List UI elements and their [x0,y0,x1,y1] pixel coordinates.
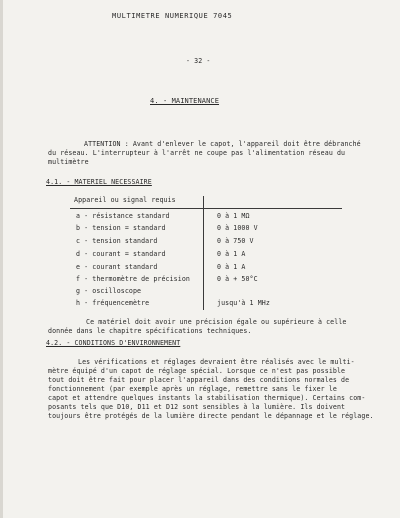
document-title: MULTIMETRE NUMERIQUE 7045 [112,12,233,20]
paragraph-line: mètre équipé d'un capot de réglage spécial. Lorsque ce n'est pas possible [48,367,346,375]
paragraph-line: fonctionnement (par exemple après un réglage, remettre sans le fixer le [48,385,337,393]
equipment-label: f - thermomètre de précision [76,275,190,283]
equipment-note-line-2: donnée dans le chapitre spécifications techniques. [48,327,252,335]
equipment-range: 0 à 1000 V [217,224,258,232]
equipment-label: e - courant standard [76,263,158,271]
paragraph-line: Les vérifications et réglages devraient être réalisés avec le multi- [78,358,355,366]
equipment-label: h - fréquencemètre [76,299,150,307]
paragraph-line: posants tels que D10, D11 et D12 sont sensibles à la lumière. Ils doivent [48,403,346,411]
equipment-range: 0 à 1 A [217,250,246,258]
section-4-title: 4. - MAINTENANCE [150,97,220,105]
paragraph-line: tout doit être fait pour placer l'appareil dans des conditions normales de [48,376,350,384]
equipment-column-header: Appareil ou signal requis [74,196,176,204]
section-4-2-title: 4.2. - CONDITIONS D'ENVIRONNEMENT [46,339,181,347]
equipment-label: b - tension = standard [76,224,166,232]
equipment-label: a - résistance standard [76,212,170,220]
equipment-range: 0 à 1 MΩ [217,212,250,220]
table-column-divider [203,196,204,310]
equipment-label: c - tension standard [76,237,158,245]
equipment-range: 0 à + 50°C [217,275,258,283]
paragraph-line: toujours être protégés de la lumière directe pendant le dépannage et le réglage. [48,412,374,420]
attention-line-3: multimètre [48,158,89,166]
scan-edge [0,0,3,518]
equipment-range: 0 à 750 V [217,237,254,245]
equipment-range: jusqu'à 1 MHz [217,299,270,307]
paragraph-line: capot et attendre quelques instants la stabilisation thermique). Certains com- [48,394,366,402]
attention-line-1: ATTENTION : Avant d'enlever le capot, l'appareil doit être débranché [84,140,361,148]
page-number: - 32 - [186,57,211,65]
section-4-1-title: 4.1. - MATERIEL NECESSAIRE [46,178,152,186]
attention-line-2: du réseau. L'interrupteur à l'arrêt ne coupe pas l'alimentation réseau du [48,149,346,157]
table-header-rule [70,208,342,209]
equipment-label: d - courant = standard [76,250,166,258]
equipment-range: 0 à 1 A [217,263,246,271]
equipment-note-line-1: Ce matériel doit avoir une précision égale ou supérieure à celle [86,318,347,326]
equipment-label: g - oscilloscope [76,287,142,295]
